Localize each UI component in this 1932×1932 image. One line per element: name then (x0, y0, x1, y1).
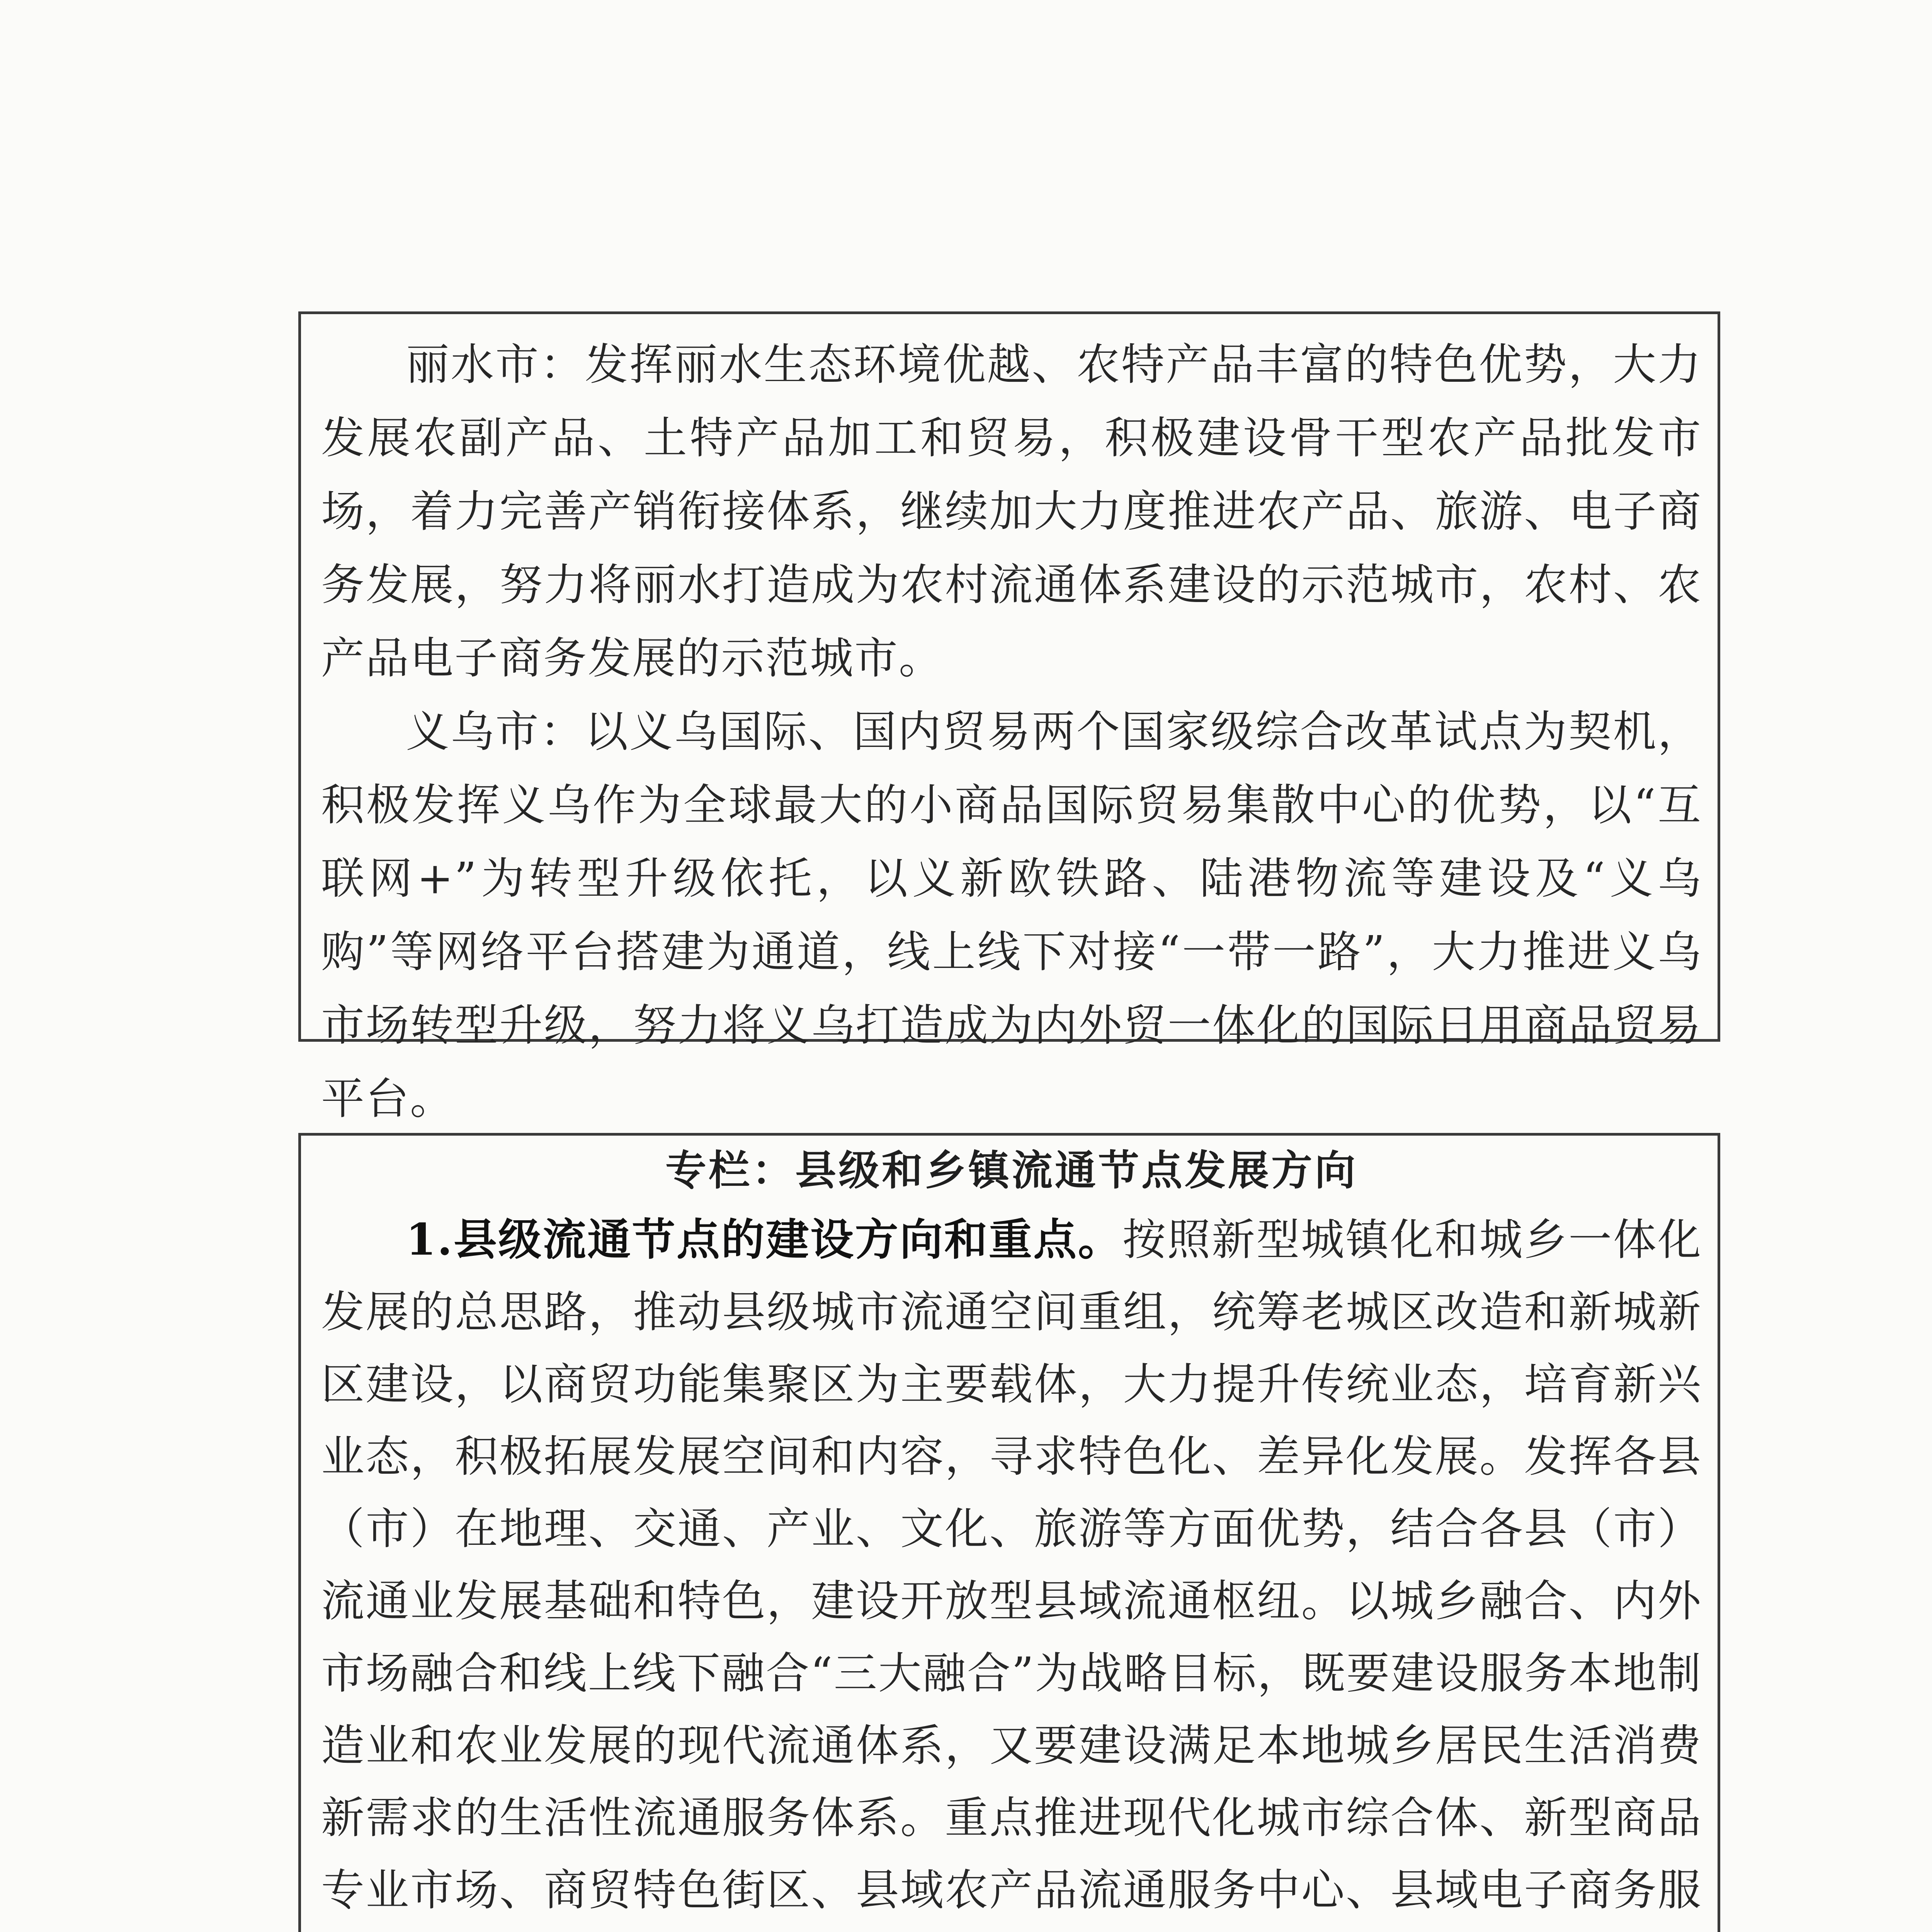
city-profiles-box (298, 311, 1720, 1124)
yiwu-paragraph: 义乌市：以义乌国际、国内贸易两个国家级综合改革试点为契机，积极发挥义乌作为全球最大的小商品国际贸易集散中心的优势，以“互联网+”为转型升级依托，以义新欧铁路、陆港物流等建设及“义乌购”等网络平台搭建为通道，线上线下对接“一带一路”，大力推进义乌市场转型升级，努力将义乌打造成为内外贸一体化的国际日用商品贸易平台。 (321, 707, 1702, 1124)
lishui-paragraph: 丽水市：发挥丽水生态环境优越、农特产品丰富的特色优势，大力发展农副产品、土特产品加工和贸易，积极建设骨干型农产品批发市场，着力完善产销衔接体系，继续加大力度推进农产品、旅游、电子商务发展，努力将丽水打造成为农村流通体系建设的示范城市，农村、农产品电子商务发展的示范城市。 (321, 340, 1702, 684)
county-section-heading: 1.县级流通节点的建设方向和重点。 (406, 1214, 1123, 1265)
county-section-body: 按照新型城镇化和城乡一体化发展的总思路，推动县级城市流通空间重组，统筹老城区改造和新城新区建设，以商贸功能集聚区为主要载体，大力提升传统业态，培育新兴业态，积极拓展发展空间和内容，寻求特色化、差异化发展。发挥各县（市）在地理、交通、产业、文化、旅游等方面优势，结合各县（市）流通业发展基础和特色，建设开放型县域流通枢纽。以城乡融合、内外市场融合和线上线下融合“三大融合”为战略目标，既要建设服务本地制造业和农业发展的现代流通体系，又要建设满足本地城乡居民生活消费新需求的生活性流通服务体系。重点推进现代化城市综合体、新型商品专业市场、商贸特色街区、县域农产品流通服务中心、县域电子商务服 (321, 1215, 1702, 1915)
column-title: 专栏：县级和乡镇流通节点发展方向 (665, 1147, 1358, 1194)
column-box (298, 1133, 1720, 1932)
county-section-paragraph (321, 1204, 1702, 1932)
